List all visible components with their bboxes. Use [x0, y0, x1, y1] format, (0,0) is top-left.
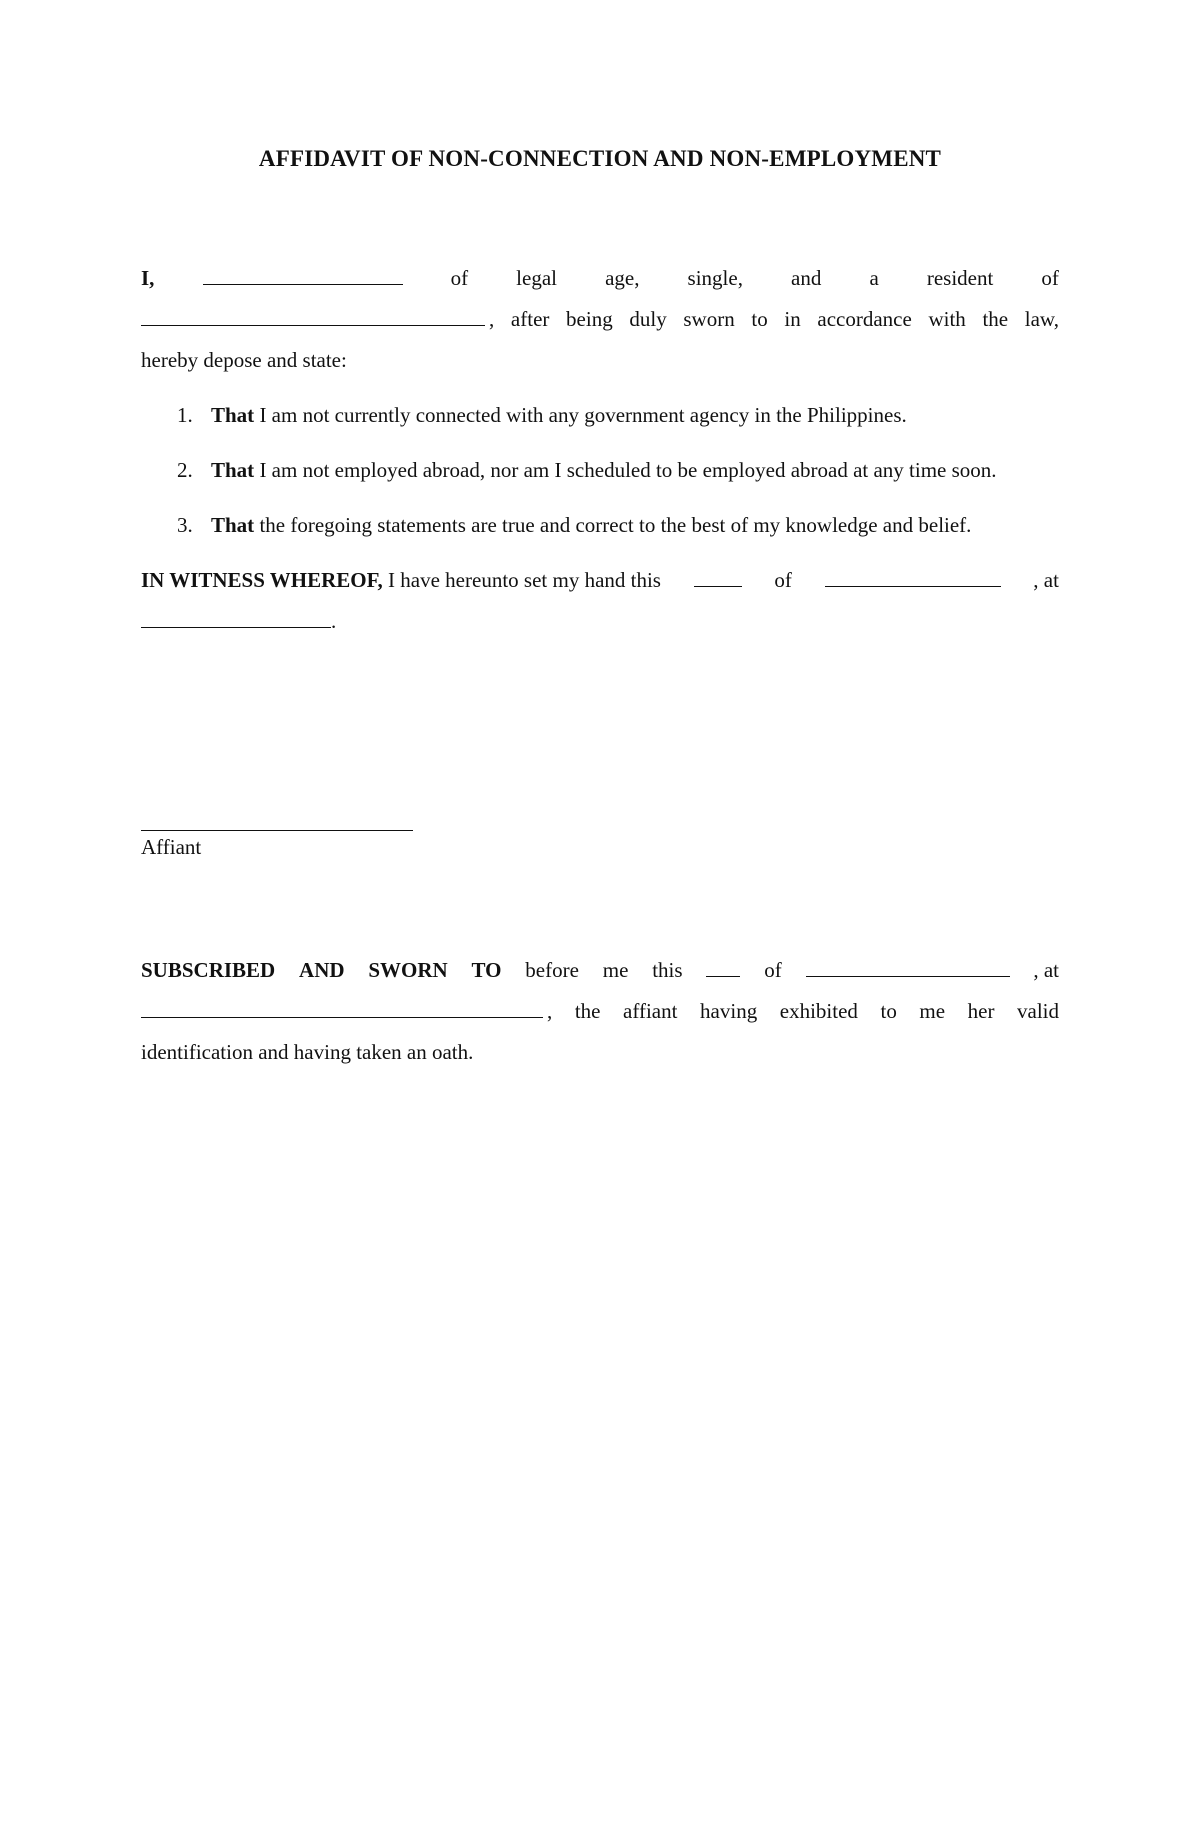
intro-word: single,	[687, 266, 743, 290]
residence-blank[interactable]	[141, 301, 485, 326]
statement-text: I am not currently connected with any government agency in the Philippines.	[254, 403, 907, 427]
witness-line-1-text	[141, 560, 661, 601]
statement-lead: That	[211, 513, 255, 537]
intro-line-3: hereby depose and state:	[141, 348, 347, 372]
jurat-lead-word: AND	[299, 958, 345, 982]
jurat-line-2	[141, 991, 1059, 1032]
jurat-word: this	[652, 958, 683, 982]
witness-end: .	[331, 609, 337, 633]
statement-text: I am not employed abroad, nor am I scheduled to be employed abroad at any time soon.	[254, 458, 997, 482]
intro-word: and	[791, 266, 822, 290]
intro-word: a	[869, 266, 879, 290]
jurat-lead-word: SUBSCRIBED	[141, 958, 276, 982]
intro-word: of	[1041, 266, 1059, 290]
statement-item	[141, 505, 1059, 546]
affiant-label: Affiant	[141, 835, 202, 859]
intro-word: legal	[516, 266, 557, 290]
document-title: AFFIDAVIT OF NON-CONNECTION AND NON-EMPLOYMENT	[258, 146, 942, 171]
place-blank[interactable]	[141, 603, 331, 628]
jurat-line-2-text: , the affiant having exhibited to me her valid	[547, 999, 1059, 1023]
intro-word: age,	[605, 266, 640, 290]
jurat-of: of	[764, 958, 782, 982]
jurat-month-blank[interactable]	[806, 952, 1010, 977]
intro-word-i: I,	[141, 266, 155, 290]
statement-number: 1.	[177, 403, 193, 427]
statement-list	[141, 395, 1059, 546]
witness-at: , at	[1033, 568, 1059, 592]
affidavit-body	[141, 258, 1059, 642]
jurat-line-1	[141, 950, 1059, 991]
jurat-at: , at	[1033, 958, 1059, 982]
day-blank[interactable]	[694, 562, 742, 587]
intro-word: resident	[926, 266, 994, 290]
statement-lead: That	[211, 458, 255, 482]
jurat-word: before	[525, 958, 579, 982]
witness-line-1	[141, 560, 1059, 601]
jurat-line-3: identification and having taken an oath.	[141, 1040, 474, 1064]
signature-line[interactable]	[141, 806, 413, 831]
statement-item	[141, 395, 1059, 436]
jurat-lead-word: TO	[471, 958, 502, 982]
intro-line-1	[141, 258, 1059, 299]
month-blank[interactable]	[825, 562, 1001, 587]
witness-line-2	[141, 601, 1059, 642]
jurat-paragraph	[141, 950, 1059, 1073]
intro-line-2-text: , after being duly sworn to in accordance with the law,	[489, 307, 1059, 331]
jurat-place-blank[interactable]	[141, 993, 543, 1018]
statement-lead: That	[211, 403, 255, 427]
intro-word: of	[450, 266, 469, 290]
statement-number: 3.	[177, 513, 193, 537]
signature-block	[141, 806, 441, 860]
jurat-day-blank[interactable]	[706, 952, 740, 977]
witness-text: I have hereunto set my hand this	[382, 568, 661, 592]
witness-lead: IN WITNESS WHEREOF,	[141, 568, 383, 592]
statement-item	[141, 450, 1059, 491]
jurat-word: me	[602, 958, 629, 982]
name-blank[interactable]	[203, 260, 403, 285]
jurat-lead-word: SWORN	[368, 958, 448, 982]
witness-of: of	[774, 568, 792, 592]
intro-line-2	[141, 299, 1059, 340]
statement-text: the foregoing statements are true and correct to the best of my knowledge and belief.	[254, 513, 972, 537]
statement-number: 2.	[177, 458, 193, 482]
